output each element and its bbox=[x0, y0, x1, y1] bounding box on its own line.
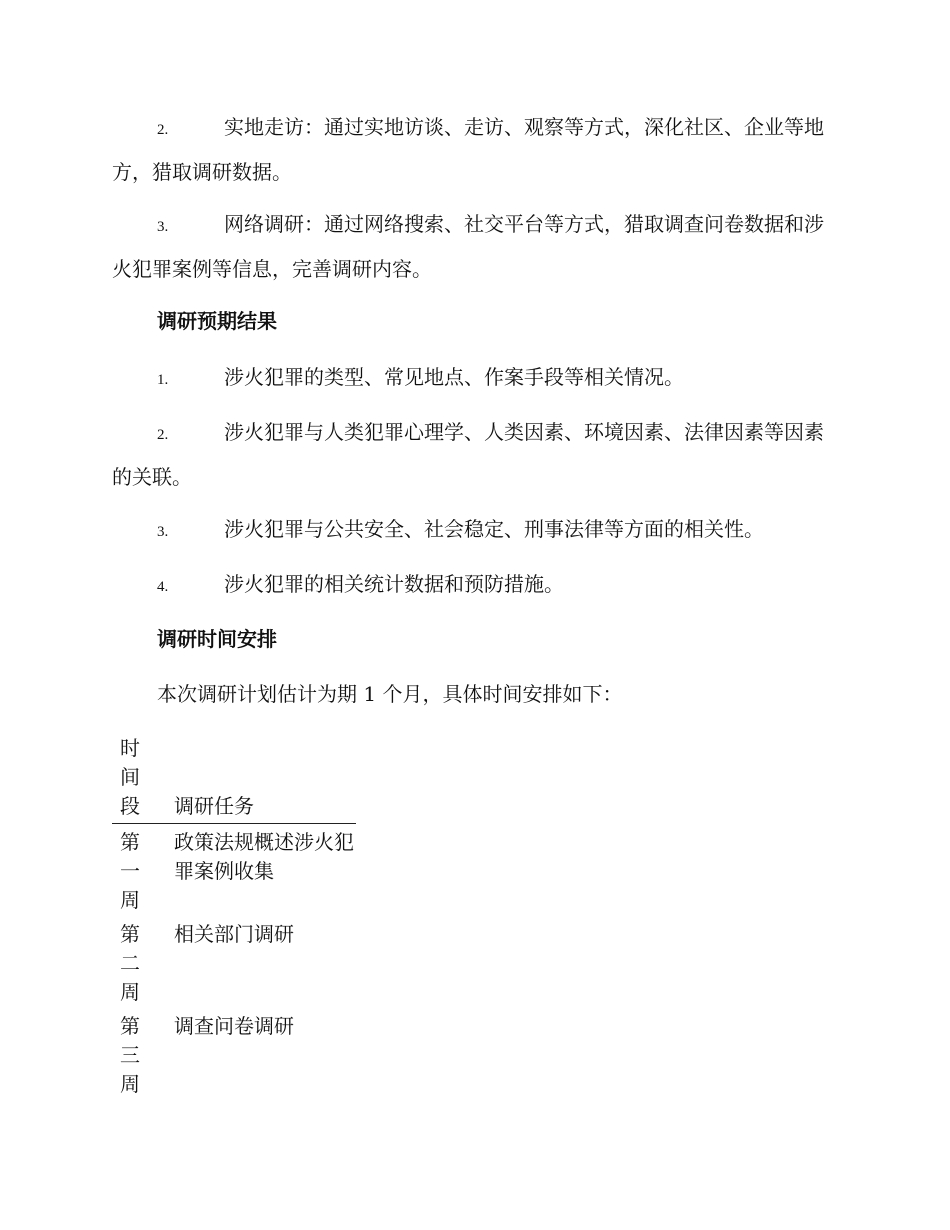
result-item-1 bbox=[112, 356, 832, 401]
table-row bbox=[112, 1012, 356, 1104]
list-number: 2. bbox=[157, 427, 169, 443]
task-cell: 相关部门调研 bbox=[174, 922, 294, 946]
list-number: 4. bbox=[157, 579, 169, 595]
method-item-3 bbox=[112, 203, 832, 290]
list-text: 实地走访：通过实地访谈、走访、观察等方式，深化社区、企业等地方，猎取调研数据。 bbox=[112, 115, 824, 184]
task-cell: 政策法规概述涉火犯罪案例收集 bbox=[174, 830, 354, 883]
period-cell: 第三周 bbox=[120, 1014, 140, 1096]
section-heading-expected-results: 调研预期结果 bbox=[157, 309, 277, 333]
list-number: 3. bbox=[157, 219, 169, 235]
list-number: 1. bbox=[157, 372, 169, 388]
result-item-3 bbox=[112, 508, 832, 553]
list-text: 涉火犯罪与公共安全、社会稳定、刑事法律等方面的相关性。 bbox=[224, 517, 764, 541]
list-text: 涉火犯罪的相关统计数据和预防措施。 bbox=[224, 572, 564, 596]
period-cell: 第二周 bbox=[120, 922, 140, 1004]
list-text: 涉火犯罪与人类犯罪心理学、人类因素、环境因素、法律因素等因素的关联。 bbox=[112, 420, 824, 489]
section-heading-schedule: 调研时间安排 bbox=[157, 627, 277, 651]
table-row bbox=[112, 824, 356, 921]
schedule-intro: 本次调研计划估计为期 1 个月，具体时间安排如下： bbox=[157, 682, 623, 706]
list-text: 网络调研：通过网络搜索、社交平台等方式，猎取调查问卷数据和涉火犯罪案例等信息，完善调研内容。 bbox=[112, 212, 824, 281]
period-cell: 第一周 bbox=[120, 830, 140, 912]
schedule-table bbox=[112, 734, 356, 1104]
list-number: 2. bbox=[157, 122, 169, 138]
table-header-row bbox=[112, 734, 356, 824]
result-item-2 bbox=[112, 411, 832, 498]
column-header-task: 调研任务 bbox=[174, 734, 356, 824]
list-number: 3. bbox=[157, 524, 169, 540]
result-item-4 bbox=[112, 563, 832, 608]
method-item-2 bbox=[112, 106, 832, 193]
task-cell: 调查问卷调研 bbox=[174, 1014, 294, 1038]
table-row bbox=[112, 920, 356, 1012]
column-header-period: 时间段 bbox=[112, 734, 174, 824]
list-text: 涉火犯罪的类型、常见地点、作案手段等相关情况。 bbox=[224, 365, 684, 389]
